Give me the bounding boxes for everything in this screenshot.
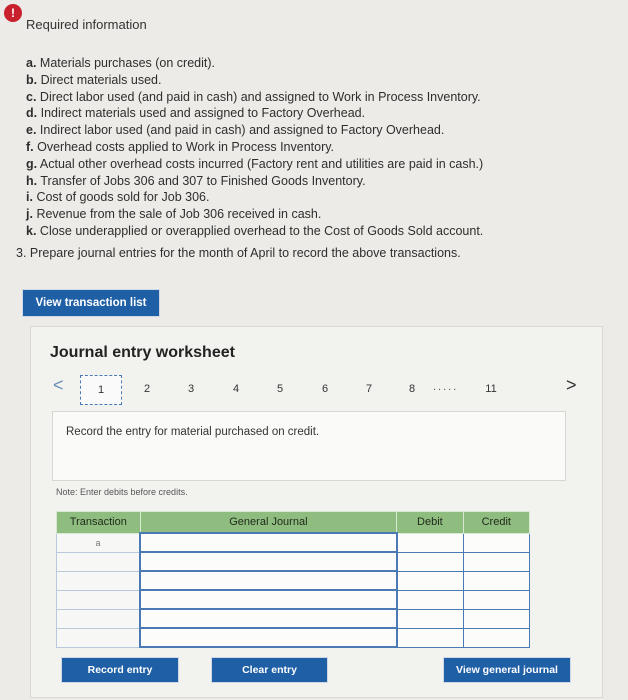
- debits-note: Note: Enter debits before credits.: [56, 487, 188, 497]
- table-row: [57, 609, 530, 628]
- list-item-letter: e.: [26, 123, 37, 138]
- view-transaction-list-button[interactable]: View transaction list: [22, 289, 160, 317]
- debit-input[interactable]: [397, 609, 463, 628]
- table-header-row: [57, 512, 530, 534]
- table-row: [57, 552, 530, 571]
- general-journal-header: General Journal: [140, 512, 397, 534]
- table-row: [57, 533, 530, 552]
- transaction-cell: [57, 609, 141, 628]
- chevron-left-icon[interactable]: <: [53, 375, 64, 395]
- debit-input[interactable]: [397, 590, 463, 609]
- entry-pager: [31, 371, 602, 401]
- list-item-text: Cost of goods sold for Job 306.: [36, 190, 210, 205]
- debit-input[interactable]: [397, 533, 463, 552]
- credit-input[interactable]: [463, 609, 529, 628]
- list-item: [26, 206, 483, 223]
- list-item-letter: k.: [26, 223, 37, 238]
- list-item: [26, 223, 483, 240]
- transaction-cell: [57, 571, 141, 590]
- general-journal-input[interactable]: [140, 609, 397, 628]
- credit-input[interactable]: [463, 533, 529, 552]
- list-item-letter: c.: [26, 89, 37, 104]
- page-7[interactable]: 7: [365, 383, 373, 395]
- page-11[interactable]: 11: [485, 383, 497, 395]
- table-row: [57, 590, 530, 609]
- list-item-letter: j.: [26, 207, 33, 222]
- list-item: [26, 139, 483, 156]
- transaction-header: Transaction: [57, 512, 141, 534]
- credit-input[interactable]: [463, 628, 529, 647]
- list-item-text: Indirect labor used (and paid in cash) and assigned to Factory Overhead.: [39, 123, 445, 138]
- debit-input[interactable]: [397, 552, 463, 571]
- debit-input[interactable]: [397, 628, 463, 647]
- list-item: [26, 173, 483, 190]
- credit-input[interactable]: [463, 552, 529, 571]
- list-item: [26, 189, 483, 206]
- list-item: [26, 156, 483, 173]
- list-item: [26, 55, 483, 72]
- instruction-text: 3. Prepare journal entries for the month of April to record the above transactions.: [16, 246, 461, 260]
- worksheet-title: Journal entry worksheet: [50, 344, 235, 361]
- page-4[interactable]: 4: [232, 383, 240, 395]
- transaction-cell: a: [57, 533, 141, 552]
- credit-header: Credit: [463, 512, 529, 534]
- requirements-list: [26, 55, 483, 240]
- list-item: [26, 105, 483, 122]
- page-1[interactable]: 1: [80, 375, 122, 405]
- required-information-title: Required information: [26, 17, 147, 32]
- list-item-text: Indirect materials used and assigned to Factory Overhead.: [40, 106, 366, 121]
- page-6[interactable]: 6: [321, 383, 329, 395]
- list-item-text: Direct labor used (and paid in cash) and assigned to Work in Process Inventory.: [39, 89, 481, 104]
- general-journal-input[interactable]: [140, 571, 397, 590]
- table-row: [57, 628, 530, 647]
- pager-ellipsis: .....: [433, 381, 459, 393]
- list-item-text: Close underapplied or overapplied overhead to the Cost of Goods Sold account.: [39, 223, 484, 238]
- page-2[interactable]: 2: [143, 383, 151, 395]
- record-entry-button[interactable]: Record entry: [61, 657, 179, 683]
- list-item-letter: h.: [26, 173, 38, 188]
- general-journal-input[interactable]: [140, 552, 397, 571]
- entry-prompt-box: [52, 411, 566, 481]
- page-5[interactable]: 5: [276, 383, 284, 395]
- list-item-text: Actual other overhead costs incurred (Factory rent and utilities are paid in cash.): [39, 156, 484, 171]
- alert-icon: !: [4, 4, 22, 22]
- list-item-text: Transfer of Jobs 306 and 307 to Finished Goods Inventory.: [40, 173, 366, 188]
- transaction-cell: [57, 552, 141, 571]
- list-item-letter: a.: [26, 56, 37, 70]
- debit-header: Debit: [397, 512, 463, 534]
- transaction-cell: [57, 628, 141, 647]
- list-item: [26, 122, 483, 139]
- list-item-letter: b.: [26, 72, 38, 87]
- list-item: [26, 72, 483, 89]
- table-row: [57, 571, 530, 590]
- general-journal-input[interactable]: [140, 590, 397, 609]
- list-item-text: Revenue from the sale of Job 306 received in cash.: [36, 207, 322, 222]
- journal-entry-worksheet: [30, 326, 603, 698]
- list-item-letter: i.: [26, 190, 33, 205]
- page-3[interactable]: 3: [187, 383, 195, 395]
- list-item-text: Overhead costs applied to Work in Process Inventory.: [37, 139, 335, 154]
- transaction-cell: [57, 590, 141, 609]
- general-journal-input[interactable]: [140, 533, 397, 552]
- list-item-letter: g.: [26, 156, 38, 171]
- view-general-journal-button[interactable]: View general journal: [443, 657, 571, 683]
- credit-input[interactable]: [463, 590, 529, 609]
- general-journal-input[interactable]: [140, 628, 397, 647]
- entry-prompt-text: Record the entry for material purchased on credit.: [66, 426, 320, 438]
- list-item-letter: d.: [26, 106, 38, 121]
- chevron-right-icon[interactable]: >: [566, 375, 577, 395]
- list-item: [26, 89, 483, 106]
- list-item-text: Direct materials used.: [40, 72, 162, 87]
- page-8[interactable]: 8: [408, 383, 416, 395]
- debit-input[interactable]: [397, 571, 463, 590]
- journal-table: [56, 511, 530, 648]
- clear-entry-button[interactable]: Clear entry: [211, 657, 328, 683]
- list-item-letter: f.: [26, 139, 34, 154]
- list-item-text: Materials purchases (on credit).: [39, 56, 215, 70]
- credit-input[interactable]: [463, 571, 529, 590]
